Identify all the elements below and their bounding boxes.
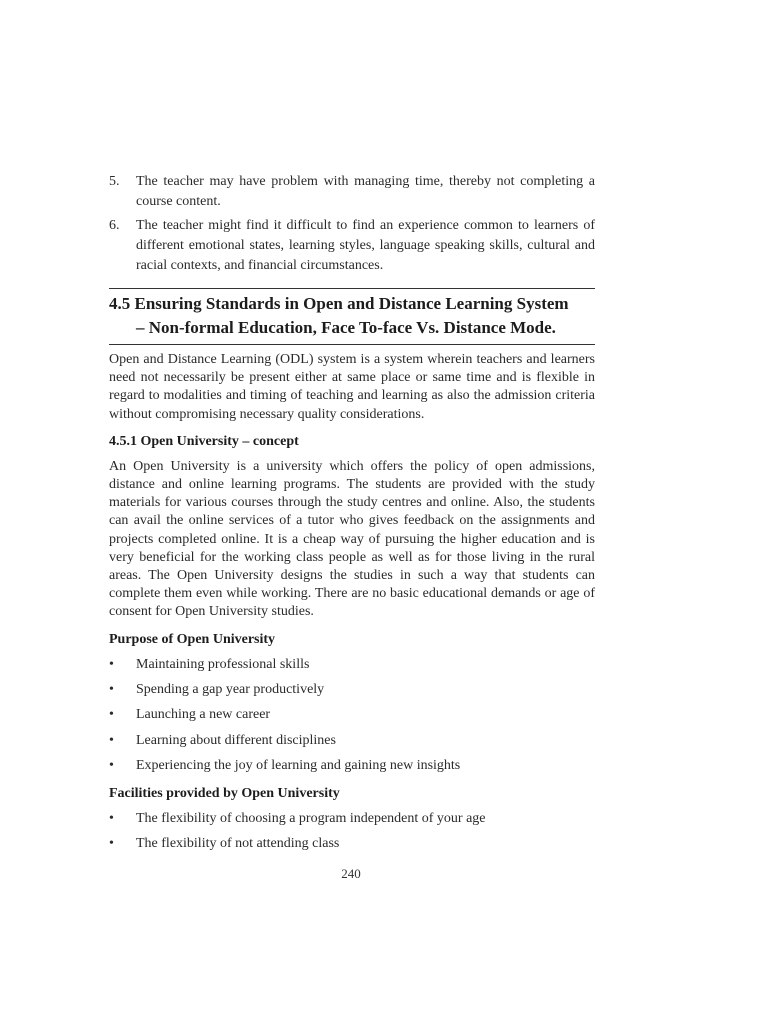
bullet-icon: • — [109, 757, 114, 773]
list-item — [109, 705, 595, 725]
list-item-text: Experiencing the joy of learning and gaining new insights — [136, 757, 461, 773]
page-content — [109, 172, 595, 854]
list-item — [109, 834, 595, 854]
bullet-icon: • — [109, 681, 114, 697]
bullet-icon: • — [109, 836, 114, 852]
numbered-list — [109, 172, 595, 276]
facilities-list — [109, 809, 595, 854]
facilities-heading: Facilities provided by Open University — [109, 785, 340, 801]
purpose-heading: Purpose of Open University — [109, 631, 276, 647]
section-heading-line1: 4.5 Ensuring Standards in Open and Distance Learning System — [109, 294, 569, 313]
list-item — [109, 680, 595, 700]
list-item-text: The teacher might find it difficult to find an experience common to learners of different emotional states, learning styles, language speaking skills, cultural and racial contexts, and financial circumstances. — [136, 218, 595, 273]
list-item-text: Launching a new career — [136, 707, 271, 723]
bullet-icon: • — [109, 732, 114, 748]
page-number: 240 — [341, 866, 361, 881]
bullet-icon: • — [109, 707, 114, 723]
subsection-paragraph: An Open University is a university which offers the policy of open admissions, distance and online learning programs. The students are provided with the study materials for various courses through the study centres and online. Also, the students can avail the online services of a tutor who gives feedback on the assignments and projects completed online. It is a cheap way of pursuing the higher education and is very beneficial for the working class people as well as for those living in the rural areas. The Open University designs the studies in such a way that students can complete them even while working. There are no basic educational demands or age of consent for Open University studies. — [109, 458, 595, 620]
list-item-text: The teacher may have problem with managing time, thereby not completing a course content. — [136, 174, 595, 209]
list-number: 5. — [109, 174, 120, 189]
list-item-text: Learning about different disciplines — [136, 732, 336, 748]
subsection-heading: 4.5.1 Open University – concept — [109, 433, 299, 449]
section-heading-line2: – Non-formal Education, Face To-face Vs. Distance Mode. — [136, 318, 556, 337]
bullet-icon: • — [109, 810, 114, 826]
list-item-text: The flexibility of not attending class — [136, 836, 340, 852]
list-item — [109, 655, 595, 675]
bullet-icon: • — [109, 656, 114, 672]
list-item-text: Spending a gap year productively — [136, 681, 325, 697]
list-number: 6. — [109, 218, 120, 233]
list-item — [109, 216, 595, 276]
list-item-text: Maintaining professional skills — [136, 656, 310, 672]
list-item — [109, 756, 595, 776]
list-item-text: The flexibility of choosing a program independent of your age — [136, 810, 486, 826]
section-intro-paragraph: Open and Distance Learning (ODL) system is a system wherein teachers and learners need not necessarily be present either at same place or same time and is flexible in regard to modalities and timing of teaching and learning as also the admission criteria without compromising necessary quality considerations. — [109, 352, 595, 422]
list-item — [109, 809, 595, 829]
list-item — [109, 731, 595, 751]
purpose-list — [109, 655, 595, 776]
list-item — [109, 172, 595, 212]
section-heading — [109, 288, 595, 345]
